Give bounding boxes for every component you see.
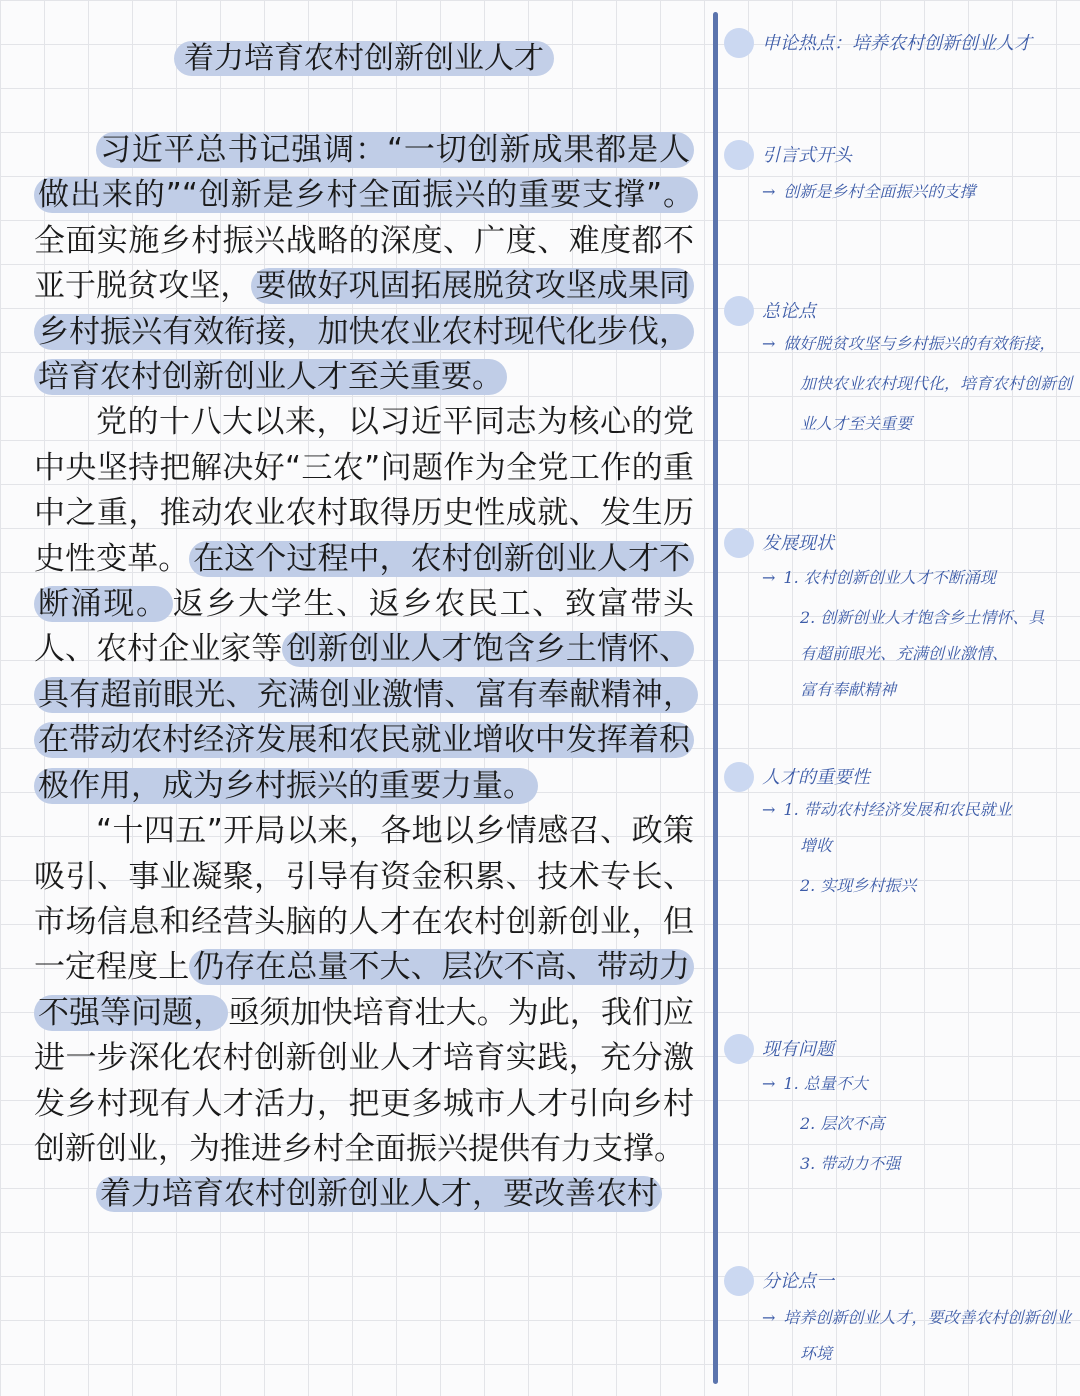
note-line-text: 创新是乡村全面振兴的支撑: [783, 182, 976, 201]
arrow-icon: →: [762, 1074, 776, 1093]
note-bullet-dot: [724, 28, 754, 58]
highlighted-text: 创新创业人才饱含乡土情怀、具有超前眼光、充满创业激情、富有奉献精神，: [34, 631, 698, 712]
arrow-icon: →: [762, 182, 776, 201]
note-line: [762, 678, 1080, 702]
article: [34, 34, 694, 1218]
annotation-column: [722, 0, 1080, 1396]
note-line-text: 1. 农村创新创业人才不断涌现: [783, 568, 996, 587]
note-line-text: 2. 层次不高: [800, 1114, 885, 1133]
article-paragraph: [34, 400, 694, 809]
note-title: 引言式开头: [762, 145, 852, 166]
note-title: 总论点: [762, 301, 816, 322]
body-text: 亟须加快培育壮大。为此，我们应进一步深化农村创新创业人才培育实践，充分激发乡村现有人才活力，把更多城市人才引向乡村创新创业，为推进乡村全面振兴提供有力支撑。: [34, 994, 695, 1167]
margin-divider: [713, 12, 718, 1384]
note-bullet-dot: [724, 140, 754, 170]
note-line: [762, 642, 1080, 666]
note-bullet-dot: [724, 296, 754, 326]
body-text: “十四五”开局以来，各地以乡情感召、政策吸引、事业凝聚，引导有资金积累、技术专长、市场信息和经营头脑的人才在农村创新创业，但一定程度上: [34, 813, 694, 986]
note-line-text: 业人才至关重要: [800, 414, 913, 433]
body-text: 党的十八大以来，以习近平同志为核心的党中央坚持把解决好“三农”问题作为全党工作的重中之重，推动农业农村取得历史性成就、发生历史性变革。: [34, 404, 694, 577]
article-paragraph: [34, 128, 694, 400]
note-line: [762, 834, 1080, 858]
note-line-text: 做好脱贫攻坚与乡村振兴的有效衔接，: [783, 334, 1056, 353]
note-line-text: 环境: [800, 1344, 833, 1363]
note-line: [762, 1112, 1080, 1136]
note-title: 分论点一: [762, 1271, 834, 1292]
note-title: 人才的重要性: [762, 767, 870, 788]
highlighted-text: 着力培育农村创新创业人才，要改善农村: [96, 1176, 662, 1212]
note-bullet-dot: [724, 1034, 754, 1064]
note-title: 申论热点：培养农村创新创业人才: [762, 33, 1032, 54]
article-paragraph: [34, 809, 694, 1172]
highlighted-text: 要做好巩固拓展脱贫攻坚成果同乡村振兴有效衔接，加快农业农村现代化步伐，培育农村创新创业人才至关重要。: [34, 268, 694, 395]
note-line: [762, 566, 1074, 590]
note-line: [762, 372, 1080, 396]
note-line: [762, 606, 1080, 630]
note-title: 发展现状: [762, 533, 834, 554]
note-line: [762, 332, 1074, 356]
note-line-text: 1. 带动农村经济发展和农民就业: [783, 800, 1012, 819]
note-line: [762, 874, 1080, 898]
note-line-text: 3. 带动力不强: [800, 1154, 901, 1173]
arrow-icon: →: [762, 800, 776, 819]
note-bullet-dot: [724, 528, 754, 558]
highlighted-text: 在这个过程中，农村创新创业人才不断涌现。: [34, 541, 694, 622]
highlighted-text: 仍存在总量不大、层次不高、带动力不强等问题，: [34, 949, 694, 1030]
note-line: [762, 1072, 1074, 1096]
note-line: [762, 798, 1074, 822]
article-title-text: 着力培育农村创新创业人才: [174, 41, 554, 76]
highlighted-text: 习近平总书记强调：“一切创新成果都是人做出来的”“创新是乡村全面振兴的重要支撑”。: [34, 132, 698, 213]
note-line-text: 1. 总量不大: [783, 1074, 868, 1093]
highlighted-text: 在带动农村经济发展和农民就业增收中发挥着积极作用，成为乡村振兴的重要力量。: [34, 722, 694, 803]
note-line: [762, 1306, 1074, 1330]
note-bullet-dot: [724, 762, 754, 792]
article-paragraph: [34, 1172, 694, 1217]
note-line-text: 增收: [800, 836, 833, 855]
arrow-icon: →: [762, 334, 776, 353]
note-title: 现有问题: [762, 1039, 834, 1060]
arrow-icon: →: [762, 568, 776, 587]
note-line: [762, 1152, 1080, 1176]
body-text: 全面实施乡村振兴战略的深度、广度、难度都不亚于脱贫攻坚，: [34, 222, 694, 305]
article-title: [34, 34, 694, 84]
note-line-text: 2. 实现乡村振兴: [800, 876, 917, 895]
note-line: [762, 1342, 1080, 1366]
note-line: [762, 180, 1074, 204]
article-body: [34, 128, 694, 1218]
arrow-icon: →: [762, 1308, 776, 1327]
note-bullet-dot: [724, 1266, 754, 1296]
body-text: 返乡大学生、返乡农民工、致富带头人、农村企业家等: [34, 586, 695, 668]
note-line: [762, 412, 1080, 436]
note-line-text: 培养创新创业人才，要改善农村创新创业: [783, 1308, 1072, 1327]
note-line-text: 2. 创新创业人才饱含乡土情怀、具: [800, 608, 1045, 627]
note-line-text: 加快农业农村现代化，培育农村创新创: [800, 374, 1073, 393]
note-line-text: 有超前眼光、充满创业激情、: [800, 644, 1009, 663]
note-line-text: 富有奉献精神: [800, 680, 897, 699]
